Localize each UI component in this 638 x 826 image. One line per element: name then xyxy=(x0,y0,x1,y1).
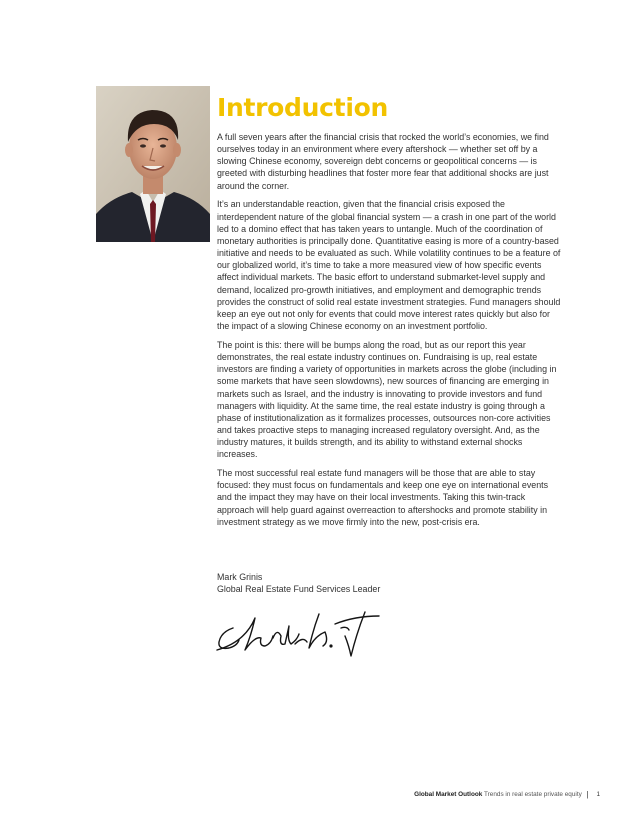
footer-publication: Global Market Outlook xyxy=(414,791,483,798)
intro-body xyxy=(217,131,562,535)
author-signoff xyxy=(217,571,380,596)
paragraph: A full seven years after the financial crisis that rocked the world’s economies, we find ourselves today in an environment where every aftershock — whether set off by a slowing Chinese economy, sovereign debt concerns or geopolitical concerns — is greeted with disturbing headlines that foster more fear that additional shocks are just around the corner. xyxy=(217,132,549,191)
signature-icon xyxy=(215,606,385,662)
page-title: Introduction xyxy=(217,93,388,122)
footer-subtitle: Trends in real estate private equity xyxy=(483,791,582,798)
page-number: 1 xyxy=(596,791,600,798)
page-footer xyxy=(0,790,600,799)
author-name: Mark Grinis xyxy=(217,572,263,582)
paragraph: The most successful real estate fund managers will be those that are able to stay focused: they must focus on fundamentals and keep one eye on international events and the impact they may have on their local investments. Taking this twin-track approach will help guard against overreaction to aftershocks and promote stability in investment strategy as we move firmly into the new, post-crisis era. xyxy=(217,468,549,527)
portrait-photo-icon xyxy=(96,86,210,242)
paragraph: It’s an understandable reaction, given that the financial crisis exposed the interdependent nature of the global financial system — a crash in one part of the world led to a domino effect that has taken years to untangle. Much of the coordination of monetary authorities is principally done. Quantitative easing is more of a country-based initiative and needs to be evaluated as such. While volatility continues to be a feature of our globalized world, it’s time to take a more measured view of how specific events affect individual markets. The basic effort to understand submarket-level supply and demand, localized pro-growth initiatives, and employment and demographic trends provides the construct of solid real estate investment strategies. Fund managers should keep an eye out not only for events that could move interest rates quickly but also for the impact of a slowing Chinese economy on an investment portfolio. xyxy=(217,199,561,332)
author-role: Global Real Estate Fund Services Leader xyxy=(217,584,381,595)
author-portrait xyxy=(96,86,210,242)
footer-separator: | xyxy=(586,790,589,799)
paragraph: The point is this: there will be bumps along the road, but as our report this year demonstrates, the real estate industry continues on. Fundraising is up, real estate investors are finding a variety of opportunities in markets across the globe (including in some markets that have seen slowdowns), new sources of financing are emerging in markets such as Israel, and the industry is innovating to provide investors and fund managers with liquidity. At the same time, the real estate industry is going through a phase of institutionalization as it formalizes processes, outsources non-core activities and takes proactive steps to managing increased regulatory oversight. And, as the industry matures, it builds strength, and its ability to withstand external shocks increases. xyxy=(217,339,557,460)
